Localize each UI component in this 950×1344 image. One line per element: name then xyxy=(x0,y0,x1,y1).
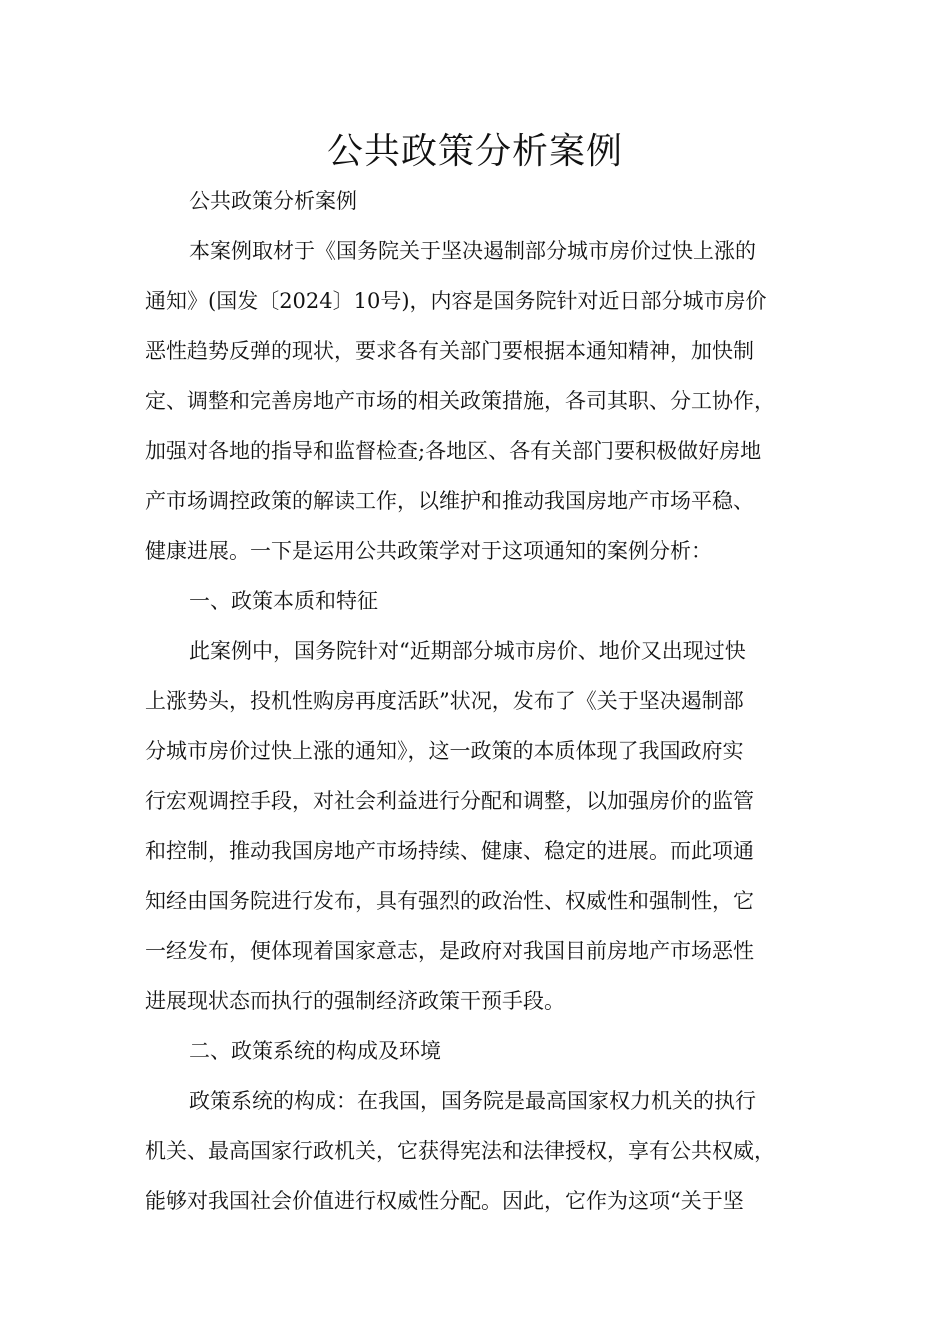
section-1-paragraph: 此案例中，国务院针对“近期部分城市房价、地价又出现过快 上涨势头，投机性购房再度活跃”状况，发布了《关于坚决遏制部 分城市房价过快上涨的通知》，这一政策的本质体现了我国政府实 行宏观调控手段，对社会利益进行分配和调整，以加强房价的监管 和控制，推动我国房地产市场持续、健康、稳定的进展。而此项通 知经由国务院进行发布，具有强烈的政治性、权威性和强制性，它 一经发布，便体现着国家意志，是政府对我国目前房地产市场恶性 进展现状态而执行的强制经济政策干预手段。 xyxy=(145,639,754,1013)
section-2-paragraph: 政策系统的构成：在我国，国务院是最高国家权力机关的执行 机关、最高国家行政机关，它获得宪法和法律授权，享有公共权威， 能够对我国社会价值进行权威性分配。因此，它作为这项“关于坚 xyxy=(145,1089,775,1213)
section-heading-1: 一、政策本质和特征 xyxy=(189,589,378,613)
section-heading-2: 二、政策系统的构成及环境 xyxy=(189,1039,441,1063)
document-title: 公共政策分析案例 xyxy=(326,131,623,172)
subtitle-paragraph: 公共政策分析案例 xyxy=(189,189,357,213)
document-body xyxy=(145,176,825,1226)
intro-paragraph: 本案例取材于《国务院关于坚决遏制部分城市房价过快上涨的 通知》(国发〔2024〕10号)，内容是国务院针对近日部分城市房价 恶性趋势反弹的现状，要求各有关部门要根据本通知精神，加快制 定、调整和完善房地产市场的相关政策措施，各司其职、分工协作， 加强对各地的指导和监督检查;各地区、各有关部门要积极做好房地 产市场调控政策的解读工作，以维护和推动我国房地产市场平稳、 健康进展。一下是运用公共政策学对于这项通知的案例分析： xyxy=(145,239,775,563)
